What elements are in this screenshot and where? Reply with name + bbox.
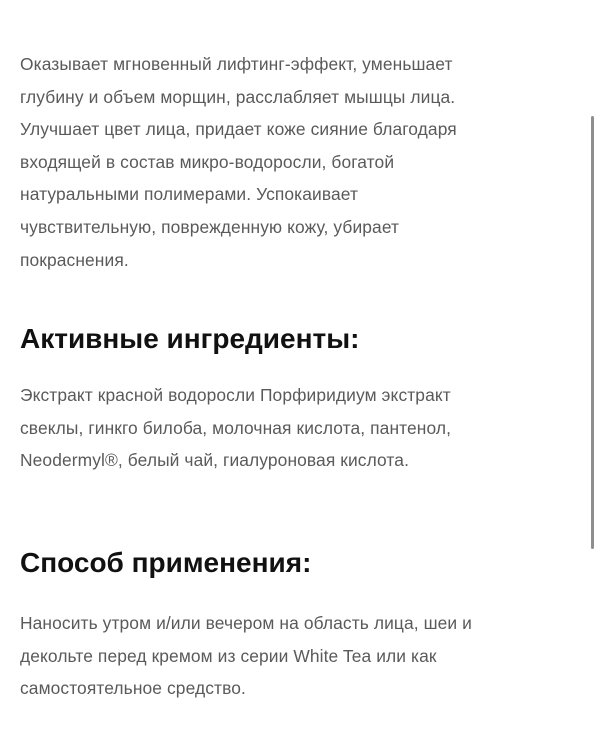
ingredients-text bbox=[20, 379, 580, 477]
description-text bbox=[20, 48, 580, 276]
description-line: покраснения. bbox=[20, 249, 129, 270]
ingredients-line: Neodermyl®, белый чай, гиалуроновая кислота. bbox=[20, 450, 410, 471]
usage-heading: Способ применения: bbox=[20, 546, 312, 578]
ingredients-line: свеклы, гинкго билоба, молочная кислота, пантенол, bbox=[20, 417, 452, 438]
product-info bbox=[20, 48, 580, 705]
usage-text bbox=[20, 607, 580, 705]
ingredients-heading: Активные ингредиенты: bbox=[20, 323, 360, 355]
description-line: натуральными полимерами. Успокаивает bbox=[20, 184, 359, 205]
usage-line: Наносить утром и/или вечером на область лица, шеи и bbox=[20, 612, 472, 633]
description-line: Оказывает мгновенный лифтинг-эффект, уменьшает bbox=[20, 54, 453, 74]
description-line: Улучшает цвет лица, придает коже сияние благодаря bbox=[20, 119, 457, 140]
description-line: входящей в состав микро-водоросли, богатой bbox=[20, 151, 395, 172]
description-line: глубину и объем морщин, расслабляет мышцы лица. bbox=[20, 86, 456, 107]
usage-line: декольте перед кремом из серии White Tea или как bbox=[20, 645, 437, 666]
scrollbar[interactable] bbox=[591, 116, 594, 549]
description-line: чувствительную, поврежденную кожу, убирает bbox=[20, 216, 400, 237]
usage-line: самостоятельное средство. bbox=[20, 678, 246, 699]
ingredients-line: Экстракт красной водоросли Порфиридиум экстракт bbox=[20, 385, 451, 406]
